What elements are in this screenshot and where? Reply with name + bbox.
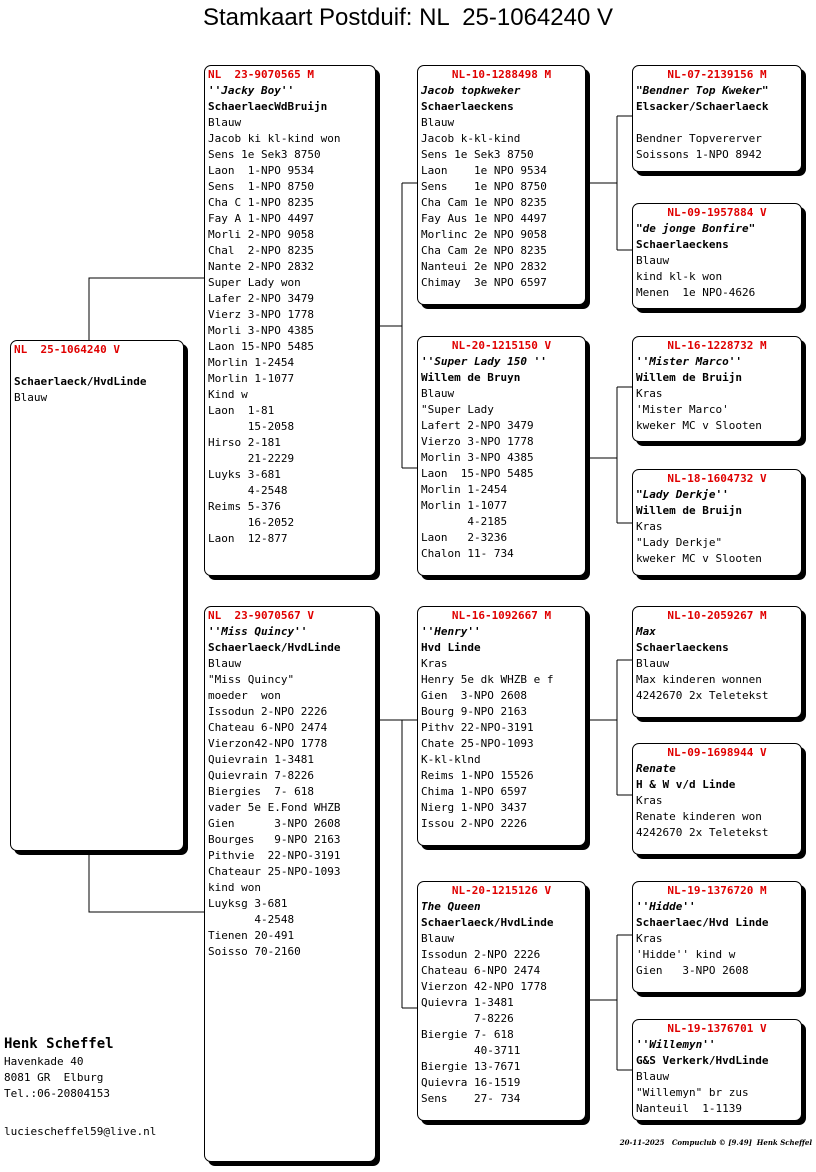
pigeon-card-sds[interactable] xyxy=(632,336,802,442)
card-line: Tienen 20-491 xyxy=(208,929,295,942)
owner: Schaerlaeck/HvdLinde xyxy=(208,641,341,654)
card-line: Blauw xyxy=(636,657,670,670)
card-line: 21-2229 xyxy=(208,452,295,465)
pigeon-card-sire[interactable] xyxy=(204,65,376,576)
card-line: Morli 3-NPO 4385 xyxy=(208,324,314,337)
breeder-name: Henk Scheffel xyxy=(4,1036,114,1052)
card-line: Nante 2-NPO 2832 xyxy=(208,260,314,273)
connector-ss-parents xyxy=(589,116,632,250)
connector-sire-parents xyxy=(379,183,417,468)
card-line: Cha Cam 2e NPO 8235 xyxy=(421,244,547,257)
card-line: Luyks 3-681 xyxy=(208,468,281,481)
breeder-info xyxy=(4,1034,114,1102)
connector-ds-parents xyxy=(589,660,632,795)
card-lines xyxy=(636,115,801,163)
card-line: Quievrain 1-3481 xyxy=(208,753,314,766)
card-line: Lafer 2-NPO 3479 xyxy=(208,292,314,305)
card-line: Laon 12-877 xyxy=(208,532,288,545)
breeder-phone: Tel.:06-20804153 xyxy=(4,1087,110,1100)
card-line: 4242670 2x Teletekst xyxy=(636,826,769,839)
card-lines xyxy=(636,931,801,979)
card-line: Vierz 3-NPO 1778 xyxy=(208,308,314,321)
card-line: Blauw xyxy=(421,116,455,129)
owner: Schaerlaeckens xyxy=(636,238,729,251)
card-line: Cha Cam 1e NPO 8235 xyxy=(421,196,547,209)
card-line: Menen 1e NPO-4626 xyxy=(636,286,756,299)
card-line: Morlin 1-1077 xyxy=(421,499,508,512)
card-line: Chateau 6-NPO 2474 xyxy=(208,721,328,734)
ring-number: NL-16-1228732 M xyxy=(667,339,767,352)
card-line: Kras xyxy=(636,794,663,807)
breeder-email[interactable]: luciescheffel59@live.nl xyxy=(4,1125,157,1138)
card-line: Blauw xyxy=(208,116,242,129)
card-line: 7-8226 xyxy=(421,1012,514,1025)
card-line: K-kl-klnd xyxy=(421,753,481,766)
card-line: Hirso 2-181 xyxy=(208,436,281,449)
card-line: Reims 5-376 xyxy=(208,500,281,513)
owner: Willem de Bruijn xyxy=(636,371,742,384)
card-lines xyxy=(636,656,801,704)
card-line: Gien 3-NPO 2608 xyxy=(208,817,341,830)
card-line: Nierg 1-NPO 3437 xyxy=(421,801,527,814)
card-line: Blauw xyxy=(636,254,670,267)
pigeon-card-sd[interactable] xyxy=(417,336,586,576)
card-line: 'Hidde'' kind w xyxy=(636,948,736,961)
ring-number: NL-09-1698944 V xyxy=(667,746,767,759)
pigeon-name: ''Willemyn'' xyxy=(636,1038,716,1051)
card-line: Jacob ki kl-kind won xyxy=(208,132,341,145)
card-line: Biergie 7- 618 xyxy=(421,1028,514,1041)
card-line: Reims 1-NPO 15526 xyxy=(421,769,534,782)
card-line: Laon 1-NPO 9534 xyxy=(208,164,314,177)
card-line: Morlin 1-2454 xyxy=(421,483,508,496)
card-line: Blauw xyxy=(208,657,242,670)
card-line: Bourges 9-NPO 2163 xyxy=(208,833,341,846)
card-line: Kras xyxy=(636,932,663,945)
card-line: Nanteuil 1-1139 xyxy=(636,1102,742,1115)
ring-number: NL-10-2059267 M xyxy=(667,609,767,622)
card-line: Morlin 1-1077 xyxy=(208,372,295,385)
card-line: Kind w xyxy=(208,388,248,401)
owner: Schaerlaeck/HvdLinde xyxy=(14,375,147,388)
pigeon-name: ''Henry'' xyxy=(421,625,481,638)
card-line: Sens 1e NPO 8750 xyxy=(421,180,547,193)
card-line: Issou 2-NPO 2226 xyxy=(421,817,527,830)
pigeon-name: "de jonge Bonfire" xyxy=(636,222,756,235)
card-line: Laon 1-81 xyxy=(208,404,275,417)
card-line: 16-2052 xyxy=(208,516,295,529)
pigeon-name: "Lady Derkje'' xyxy=(636,488,729,501)
ring-number: NL-19-1376701 V xyxy=(667,1022,767,1035)
card-line: Vierzon42-NPO 1778 xyxy=(208,737,328,750)
ring-number: NL-20-1215126 V xyxy=(451,884,552,897)
card-line: "Miss Quincy" xyxy=(208,673,295,686)
card-line: Fay Aus 1e NPO 4497 xyxy=(421,212,547,225)
pigeon-name: ''Jacky Boy'' xyxy=(208,84,295,97)
card-line: Gien 3-NPO 2608 xyxy=(636,964,749,977)
card-line: Soissons 1-NPO 8942 xyxy=(636,148,762,161)
card-line: kind won xyxy=(208,881,261,894)
card-line: moeder won xyxy=(208,689,281,702)
pigeon-card-sdd[interactable] xyxy=(632,469,802,576)
card-line: kweker MC v Slooten xyxy=(636,552,762,565)
connector-dd-parents xyxy=(589,935,632,1070)
ring-number: NL-07-2139156 M xyxy=(667,68,767,81)
card-lines xyxy=(421,115,585,291)
card-line: Issodun 2-NPO 2226 xyxy=(421,948,541,961)
card-line: Fay A 1-NPO 4497 xyxy=(208,212,314,225)
card-line: Chateau 6-NPO 2474 xyxy=(421,964,541,977)
connector-subject-sire xyxy=(89,278,204,340)
card-line: 40-3711 xyxy=(421,1044,521,1057)
card-line: Kras xyxy=(636,387,663,400)
card-line: Sens 27- 734 xyxy=(421,1092,521,1105)
pigeon-card-ssd[interactable] xyxy=(632,203,802,309)
card-line: Vierzo 3-NPO 1778 xyxy=(421,435,534,448)
ring-number: NL-19-1376720 M xyxy=(667,884,767,897)
card-lines xyxy=(421,931,585,1107)
card-line: Laon 1e NPO 9534 xyxy=(421,164,547,177)
connector-subject-dam xyxy=(89,851,204,912)
card-line: Laon 15-NPO 5485 xyxy=(421,467,534,480)
card-line: Blauw xyxy=(636,1070,670,1083)
card-line: kweker MC v Slooten xyxy=(636,419,762,432)
card-line: "Willemyn" br zus xyxy=(636,1086,749,1099)
card-line: Bourg 9-NPO 2163 xyxy=(421,705,527,718)
card-lines xyxy=(636,253,801,301)
pigeon-name: ''Super Lady 150 '' xyxy=(421,355,547,368)
card-line: Morlin 3-NPO 4385 xyxy=(421,451,534,464)
card-line: 4-2548 xyxy=(208,484,288,497)
owner: Schaerlaeckens xyxy=(636,641,729,654)
card-line: Lafert 2-NPO 3479 xyxy=(421,419,534,432)
card-line: "Super Lady xyxy=(421,403,494,416)
card-line: Chima 1-NPO 6597 xyxy=(421,785,527,798)
breeder-address: Havenkade 40 xyxy=(4,1055,84,1068)
pigeon-name: Jacob topkweker xyxy=(421,84,521,97)
pigeon-card-ss[interactable] xyxy=(417,65,586,305)
card-line: Renate kinderen won xyxy=(636,810,762,823)
color: Blauw xyxy=(14,391,48,404)
card-lines xyxy=(636,1069,801,1117)
card-line: Chimay 3e NPO 6597 xyxy=(421,276,547,289)
card-line: Kras xyxy=(421,657,448,670)
pigeon-name: Max xyxy=(636,625,656,638)
card-line: Chateaur 25-NPO-1093 xyxy=(208,865,341,878)
pigeon-card-subject[interactable] xyxy=(10,340,184,851)
ring-number: NL-16-1092667 M xyxy=(451,609,552,622)
card-line: Cha C 1-NPO 8235 xyxy=(208,196,314,209)
card-line: Kras xyxy=(636,520,663,533)
ring-number: NL-09-1957884 V xyxy=(667,206,767,219)
pigeon-card-sss[interactable] xyxy=(632,65,802,172)
card-lines xyxy=(421,656,585,832)
card-line: Biergie 13-7671 xyxy=(421,1060,521,1073)
card-line: Quievra 1-3481 xyxy=(421,996,514,1009)
card-line: Pithv 22-NPO-3191 xyxy=(421,721,534,734)
owner: H & W v/d Linde xyxy=(636,778,736,791)
owner: Elsacker/Schaerlaeck xyxy=(636,100,769,113)
card-line: Vierzon 42-NPO 1778 xyxy=(421,980,547,993)
pigeon-card-dds[interactable] xyxy=(632,881,802,993)
card-line: Laon 2-3236 xyxy=(421,531,508,544)
card-line: Quievra 16-1519 xyxy=(421,1076,521,1089)
card-line xyxy=(636,115,801,131)
card-line: 4-2548 xyxy=(208,913,295,926)
owner: Schaerlaeck/HvdLinde xyxy=(421,916,554,929)
pigeon-card-dsd[interactable] xyxy=(632,743,802,855)
card-line: Bendner Topvererver xyxy=(636,132,762,145)
card-line: Nanteui 2e NPO 2832 xyxy=(421,260,547,273)
pigeon-name: "Bendner Top Kweker" xyxy=(636,84,769,97)
pigeon-card-dam[interactable] xyxy=(204,606,376,1162)
owner: G&S Verkerk/HvdLinde xyxy=(636,1054,769,1067)
owner: Schaerlaeckens xyxy=(421,100,514,113)
card-line: Laon 15-NPO 5485 xyxy=(208,340,314,353)
card-line: Chal 2-NPO 8235 xyxy=(208,244,314,257)
pigeon-card-dd[interactable] xyxy=(417,881,586,1121)
pigeon-name: Renate xyxy=(636,762,676,775)
pigeon-name: The Queen xyxy=(421,900,481,913)
card-line: 4-2185 xyxy=(421,515,508,528)
card-lines xyxy=(208,656,375,960)
card-line: Max kinderen wonnen xyxy=(636,673,762,686)
ring-number: NL-18-1604732 V xyxy=(667,472,767,485)
owner: Hvd Linde xyxy=(421,641,481,654)
card-line: 15-2058 xyxy=(208,420,295,433)
card-line: Blauw xyxy=(421,932,455,945)
ring-number: NL 25-1064240 V xyxy=(14,343,120,356)
card-line: Pithvie 22-NPO-3191 xyxy=(208,849,341,862)
card-line: 4242670 2x Teletekst xyxy=(636,689,769,702)
card-lines xyxy=(421,386,585,562)
card-line: Sens 1-NPO 8750 xyxy=(208,180,314,193)
owner: Willem de Bruyn xyxy=(421,371,521,384)
card-line: Sens 1e Sek3 8750 xyxy=(421,148,534,161)
breeder-city: 8081 GR Elburg xyxy=(4,1071,104,1084)
card-line: Issodun 2-NPO 2226 xyxy=(208,705,328,718)
owner: SchaerlaecWdBruijn xyxy=(208,100,328,113)
ring-number: NL-10-1288498 M xyxy=(451,68,552,81)
card-line: Gien 3-NPO 2608 xyxy=(421,689,527,702)
footer-credit: 20-11-2025 Compuclub © [9.49] Henk Scheffel xyxy=(619,1138,812,1147)
connector-sd-parents xyxy=(589,387,632,523)
card-line: "Lady Derkje" xyxy=(636,536,723,549)
ring-number: NL 23-9070565 M xyxy=(208,68,314,81)
pigeon-name: ''Hidde'' xyxy=(636,900,696,913)
card-line: Morli 2-NPO 9058 xyxy=(208,228,314,241)
card-line: Chalon 11- 734 xyxy=(421,547,514,560)
ring-number: NL-20-1215150 V xyxy=(451,339,552,352)
pigeon-card-ds[interactable] xyxy=(417,606,586,846)
card-line: Henry 5e dk WHZB e f xyxy=(421,673,554,686)
owner: Willem de Bruijn xyxy=(636,504,742,517)
card-lines xyxy=(208,115,375,547)
ring-number: NL 23-9070567 V xyxy=(208,609,314,622)
owner: Schaerlaec/Hvd Linde xyxy=(636,916,769,929)
card-line: Sens 1e Sek3 8750 xyxy=(208,148,321,161)
pigeon-card-dss[interactable] xyxy=(632,606,802,718)
connector-dam-parents xyxy=(379,720,417,1008)
card-line: 'Mister Marco' xyxy=(636,403,729,416)
card-line: Soisso 70-2160 xyxy=(208,945,301,958)
pigeon-card-ddd[interactable] xyxy=(632,1019,802,1121)
card-lines xyxy=(636,519,801,567)
card-lines xyxy=(636,386,801,434)
card-line xyxy=(14,358,183,374)
card-line: Chate 25-NPO-1093 xyxy=(421,737,534,750)
pigeon-name: ''Miss Quincy'' xyxy=(208,625,308,638)
card-line: Biergies 7- 618 xyxy=(208,785,314,798)
card-line: Jacob k-kl-kind xyxy=(421,132,521,145)
card-line: Luyksg 3-681 xyxy=(208,897,288,910)
card-line: Blauw xyxy=(421,387,455,400)
card-line: Morlin 1-2454 xyxy=(208,356,295,369)
pigeon-name: ''Mister Marco'' xyxy=(636,355,742,368)
card-lines xyxy=(636,793,801,841)
card-line: Quievrain 7-8226 xyxy=(208,769,314,782)
card-line: kind kl-k won xyxy=(636,270,723,283)
card-line: Super Lady won xyxy=(208,276,301,289)
page-title: Stamkaart Postduif: NL 25-1064240 V xyxy=(202,4,613,31)
card-line: Morlinc 2e NPO 9058 xyxy=(421,228,547,241)
card-line: vader 5e E.Fond WHZB xyxy=(208,801,341,814)
